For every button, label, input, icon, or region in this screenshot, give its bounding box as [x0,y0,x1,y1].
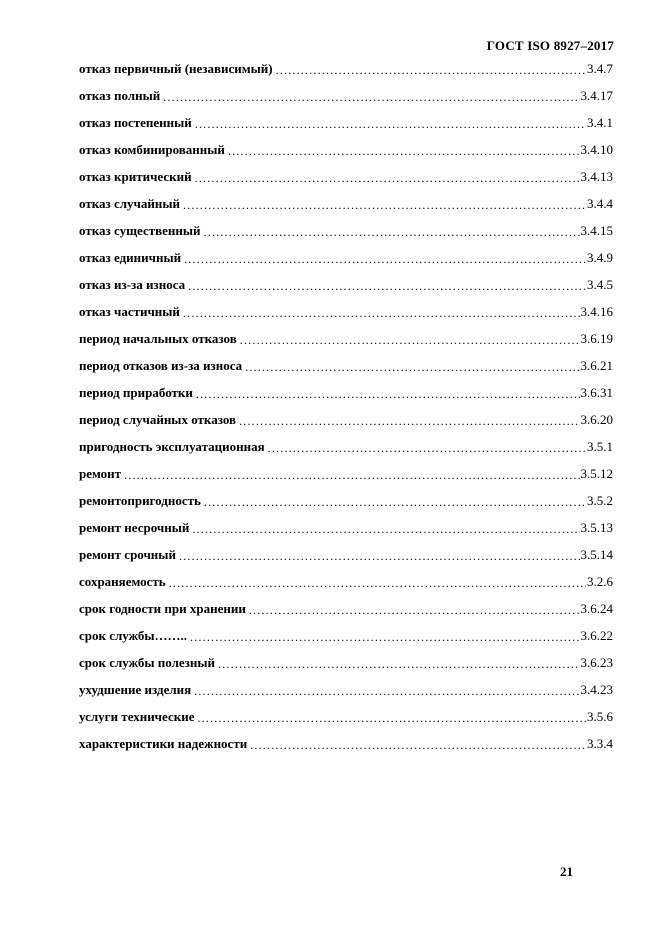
index-entry [79,298,619,325]
index-entry [79,190,619,217]
index-entry [79,649,619,676]
index-reference: 3.4.13 [580,168,613,184]
index-term: период случайных отказов [79,411,237,427]
index-reference: 3.5.13 [580,519,613,535]
dot-leader [184,251,586,265]
index-reference: 3.4.17 [580,87,613,103]
index-entry [79,622,619,649]
dot-leader [249,602,580,616]
index-entry [79,55,619,82]
index-reference: 3.5.6 [587,708,613,724]
dot-leader [183,305,580,319]
dot-leader [194,683,579,697]
index-term: срок годности при хранении [79,600,246,616]
index-reference: 3.5.12 [580,465,613,481]
index-entry [79,136,619,163]
index-entry [79,514,619,541]
index-entry [79,595,619,622]
index-reference: 3.4.1 [587,114,613,130]
index-entry [79,676,619,703]
index-entry [79,271,619,298]
dot-leader [204,494,586,508]
dot-leader [204,224,580,238]
index-term: срок службы…….. [79,627,188,643]
index-entry [79,460,619,487]
dot-leader [218,656,579,670]
index-term: период отказов из-за износа [79,357,243,373]
document-header: ГОСТ ISO 8927–2017 [486,38,614,53]
index-reference: 3.4.9 [587,249,613,265]
index-term: ремонт [79,465,122,481]
index-entry [79,433,619,460]
alphabetical-index [79,55,619,757]
index-entry [79,82,619,109]
index-term: ремонт срочный [79,546,176,562]
index-term: отказ частичный [79,303,180,319]
index-entry [79,487,619,514]
index-term: период начальных отказов [79,330,237,346]
index-entry [79,568,619,595]
index-reference: 3.5.2 [587,492,613,508]
index-entry [79,217,619,244]
dot-leader [169,575,586,589]
index-entry [79,352,619,379]
index-entry [79,730,619,757]
dot-leader [188,278,586,292]
index-term: характеристики надежности [79,735,248,751]
index-term: отказ постепенный [79,114,192,130]
index-reference: 3.3.4 [587,735,613,751]
index-entry [79,703,619,730]
index-reference: 3.5.1 [587,438,613,454]
dot-leader [183,197,586,211]
index-entry [79,244,619,271]
dot-leader [179,548,580,562]
index-term: пригодность эксплуатационная [79,438,265,454]
index-entry [79,541,619,568]
index-reference: 3.6.24 [580,600,613,616]
dot-leader [245,359,579,373]
index-term: отказ единичный [79,249,182,265]
index-entry [79,109,619,136]
index-reference: 3.4.16 [580,303,613,319]
index-reference: 3.4.7 [587,60,613,76]
index-term: услуги технические [79,708,195,724]
dot-leader [239,413,579,427]
index-reference: 3.4.15 [580,222,613,238]
index-term: отказ из-за износа [79,276,186,292]
index-reference: 3.6.20 [580,411,613,427]
dot-leader [228,143,580,157]
index-term: сохраняемость [79,573,166,589]
dot-leader [240,332,580,346]
index-reference: 3.6.19 [580,330,613,346]
dot-leader [192,521,579,535]
dot-leader [276,62,586,76]
index-term: ремонтопригодность [79,492,201,508]
dot-leader [250,737,586,751]
index-term: отказ случайный [79,195,180,211]
page-number: 21 [560,864,573,879]
dot-leader [197,710,586,724]
index-reference: 3.2.6 [587,573,613,589]
dot-leader [195,170,580,184]
index-reference: 3.6.22 [580,627,613,643]
index-entry [79,163,619,190]
index-reference: 3.6.21 [580,357,613,373]
dot-leader [190,629,579,643]
dot-leader [196,386,580,400]
index-term: отказ первичный (независимый) [79,60,273,76]
index-term: отказ существенный [79,222,201,238]
index-term: отказ критический [79,168,192,184]
index-reference: 3.5.14 [580,546,613,562]
index-reference: 3.6.31 [580,384,613,400]
index-entry [79,406,619,433]
index-reference: 3.4.5 [587,276,613,292]
dot-leader [195,116,586,130]
index-reference: 3.4.23 [580,681,613,697]
index-reference: 3.6.23 [580,654,613,670]
index-term: срок службы полезный [79,654,216,670]
dot-leader [268,440,586,454]
index-term: период приработки [79,384,193,400]
index-term: отказ комбинированный [79,141,225,157]
index-term: ухудшение изделия [79,681,192,697]
dot-leader [124,467,579,481]
index-reference: 3.4.10 [580,141,613,157]
index-entry [79,325,619,352]
index-entry [79,379,619,406]
index-term: отказ полный [79,87,161,103]
dot-leader [163,89,579,103]
index-term: ремонт несрочный [79,519,190,535]
index-reference: 3.4.4 [587,195,613,211]
